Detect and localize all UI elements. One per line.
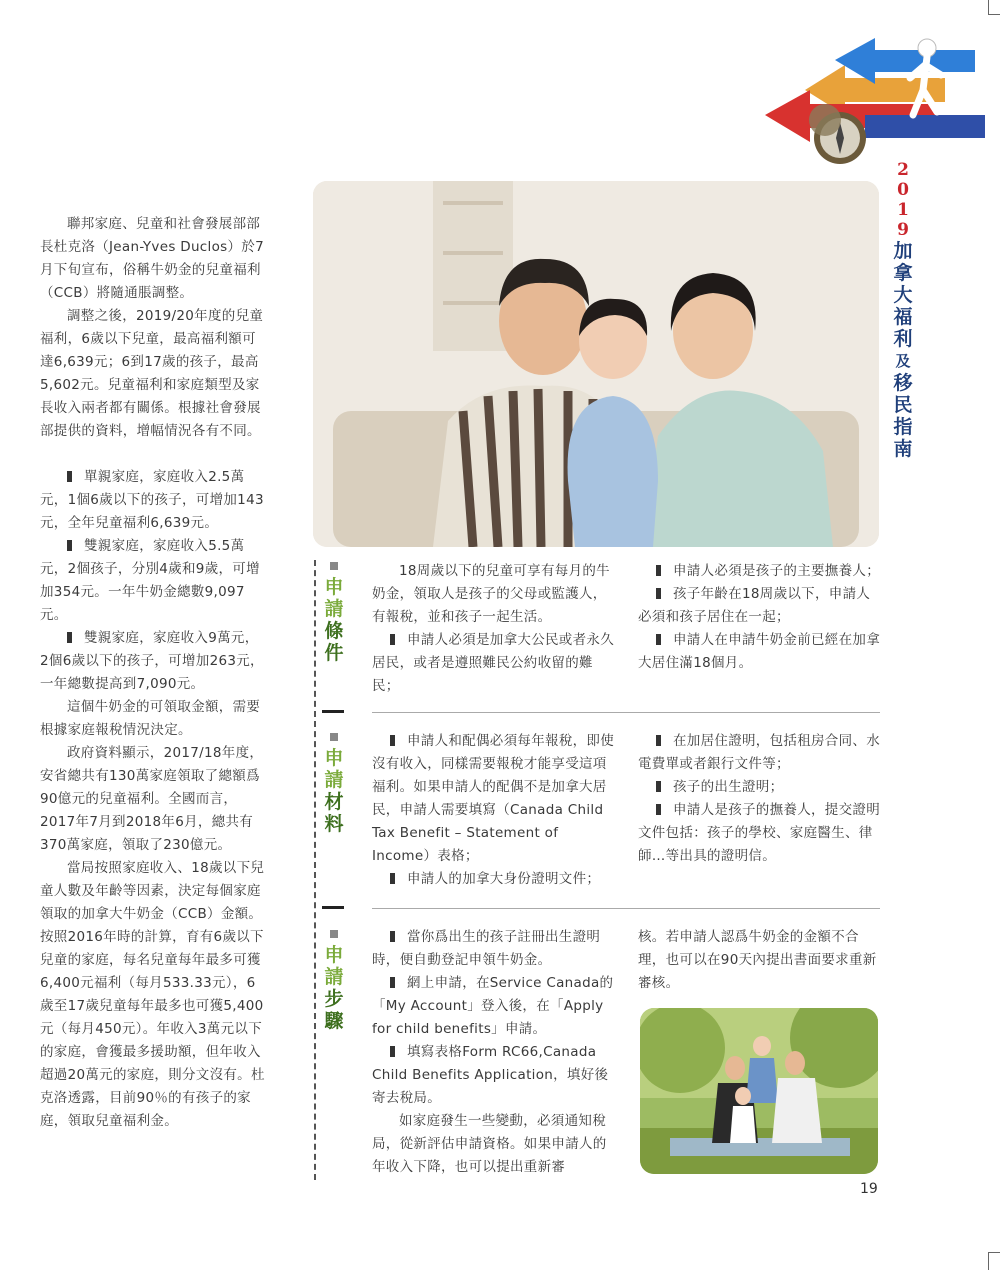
bullet-item: 申請人是孩子的撫養人，提交證明文件包括：孩子的學校、家庭醫生、律師…等出具的證明信。: [638, 802, 880, 864]
bullet-item: 雙親家庭，家庭收入9萬元，2個6歲以下的孩子，可增加263元，一年總數提高到7,090元。: [40, 630, 264, 692]
steps-col2: [638, 926, 880, 995]
bullet-icon: [656, 781, 661, 792]
family-photo-main: [313, 181, 879, 547]
bullet-item: 申請人的加拿大身份證明文件；: [372, 868, 614, 891]
section-rule: [372, 712, 880, 713]
bullet-icon: [656, 565, 661, 576]
bullet-item: 當你爲出生的孩子註冊出生證明時，便自動登記申領牛奶金。: [372, 929, 601, 968]
bullet-icon: [656, 735, 661, 746]
section-dashed-divider: [314, 560, 316, 1180]
year-digit: 9: [897, 220, 909, 240]
title-char: 指: [893, 416, 913, 438]
title-char: 拿: [893, 262, 913, 284]
bullet-item: 雙親家庭，家庭收入5.5萬元，2個孩子，分別4歲和9歲，可增加354元。一年牛奶金總數9,097元。: [40, 538, 260, 623]
section-label-materials: 申 請 材 料: [322, 733, 346, 835]
paragraph: 核。若申請人認爲牛奶金的金額不合理，也可以在90天內提出書面要求重新審核。: [638, 929, 877, 991]
title-char: 民: [893, 394, 913, 416]
crop-mark-bottom-right: [988, 1252, 989, 1270]
bullet-item: 孩子的出生證明；: [638, 776, 880, 799]
bullet-item: 申請人和配偶必須每年報稅，即使沒有收入，同樣需要報稅才能享受這項福利。如果申請人的配偶不是加拿大居民，申請人需要填寫（Canada Child Tax Benefit – Statement of Income）表格；: [372, 733, 614, 864]
title-char: 福: [893, 306, 913, 328]
bullet-item: 申請人必須是加拿大公民或者永久居民，或者是遵照難民公約收留的難民；: [372, 632, 614, 694]
paragraph: 聯邦家庭、兒童和社會發展部部長杜克洛（Jean-Yves Duclos）於7月下旬宣布，俗稱牛奶金的兒童福利（CCB）將隨通脹調整。: [40, 216, 264, 301]
label-square-icon: [330, 930, 338, 938]
title-char: 利: [893, 328, 913, 350]
bullet-icon: [67, 632, 72, 643]
section-separator: [322, 710, 344, 713]
section-separator: [322, 906, 344, 909]
steps-col1: [372, 926, 614, 1179]
bullet-item: 在加居住證明，包括租房合同、水電費單或者銀行文件等；: [638, 733, 880, 772]
crop-mark-top-right: [988, 0, 989, 14]
bullet-item: 申請人必須是孩子的主要撫養人；: [638, 560, 880, 583]
bullet-icon: [656, 804, 661, 815]
bullet-item: 填寫表格Form RC66,Canada Child Benefits Application，填好後寄去稅局。: [372, 1044, 609, 1106]
bullet-icon: [656, 588, 661, 599]
bullet-item: 單親家庭，家庭收入2.5萬元，1個6歲以下的孩子，可增加143元，全年兒童福利6,639元。: [40, 469, 264, 531]
title-char: 南: [893, 438, 913, 460]
magazine-side-title: [891, 160, 915, 460]
materials-col1: [372, 730, 614, 891]
paragraph: 政府資料顯示，2017/18年度，安省總共有130萬家庭領取了總額爲90億元的兒童福利。全國而言，2017年7月到2018年6月，總共有370萬家庭，領取了230億元。: [40, 745, 264, 853]
year-digit: 1: [897, 200, 909, 220]
title-char: 加: [893, 240, 913, 262]
bullet-icon: [390, 634, 395, 645]
section-label-steps: 申 請 步 驟: [322, 930, 346, 1032]
bullet-icon: [67, 471, 72, 482]
crop-mark-top-right-h: [988, 14, 1000, 15]
bullet-item: 網上申請，在Service Canada的「My Account」登入後，在「Apply for child benefits」申請。: [372, 975, 614, 1037]
bullet-icon: [390, 977, 395, 988]
section-label-conditions: 申 請 條 件: [322, 562, 346, 664]
section-rule: [372, 908, 880, 909]
paragraph: 如家庭發生一些變動，必須通知稅局，從新評估申請資格。如果申請人的年收入下降，也可以提出重新審: [372, 1113, 607, 1175]
label-square-icon: [330, 562, 338, 570]
paragraph: 調整之後，2019/20年度的兒童福利，6歲以下兒童，最高福利額可達6,639元；6到17歲的孩子，最高5,602元。兒童福利和家庭類型及家長收入兩者都有關係。根據社會發展部提供的資料，增幅情況各有不同。: [40, 308, 264, 439]
bullet-item: 孩子年齡在18周歲以下，申請人必須和孩子居住在一起；: [638, 586, 871, 625]
title-char: 大: [893, 284, 913, 306]
bullet-icon: [390, 1046, 395, 1057]
bullet-icon: [656, 634, 661, 645]
bullet-item: 申請人在申請牛奶金前已經在加拿大居住滿18個月。: [638, 632, 880, 671]
title-char: 移: [893, 372, 913, 394]
year-digit: 2: [897, 160, 909, 180]
arrows-compass-graphic: [745, 20, 990, 180]
label-square-icon: [330, 733, 338, 741]
bullet-icon: [390, 873, 395, 884]
conditions-col1: [372, 560, 614, 698]
conditions-col2: [638, 560, 880, 675]
year-digit: 0: [897, 180, 909, 200]
crop-mark-bottom-right-h: [988, 1252, 1000, 1253]
family-photo-park: [640, 1008, 878, 1174]
title-conj: 及: [895, 352, 911, 370]
paragraph: 當局按照家庭收入、18歲以下兒童人數及年齡等因素，決定每個家庭領取的加拿大牛奶金（CCB）金額。按照2016年時的計算，育有6歲以下兒童的家庭，每名兒童每年最多可獲6,400元福利（每月533.33元），6歲至17歲兒童每年最多也可獲5,400元（每月450元）。年收入3萬元以下的家庭，會獲最多援助額，但年收入超過20萬元的家庭，則分文沒有。杜克洛透露，目前90％的有孩子的家庭，領取兒童福利金。: [40, 860, 265, 1129]
left-column-article: [40, 213, 265, 1133]
bullet-icon: [390, 735, 395, 746]
paragraph: 這個牛奶金的可領取金額，需要根據家庭報稅情況決定。: [40, 699, 261, 738]
materials-col2: [638, 730, 880, 868]
bullet-icon: [390, 931, 395, 942]
bullet-icon: [67, 540, 72, 551]
page-number: 19: [860, 1181, 878, 1197]
paragraph: 18周歲以下的兒童可享有每月的牛奶金，領取人是孩子的父母或監護人，有報稅，並和孩子一起生活。: [372, 563, 610, 625]
